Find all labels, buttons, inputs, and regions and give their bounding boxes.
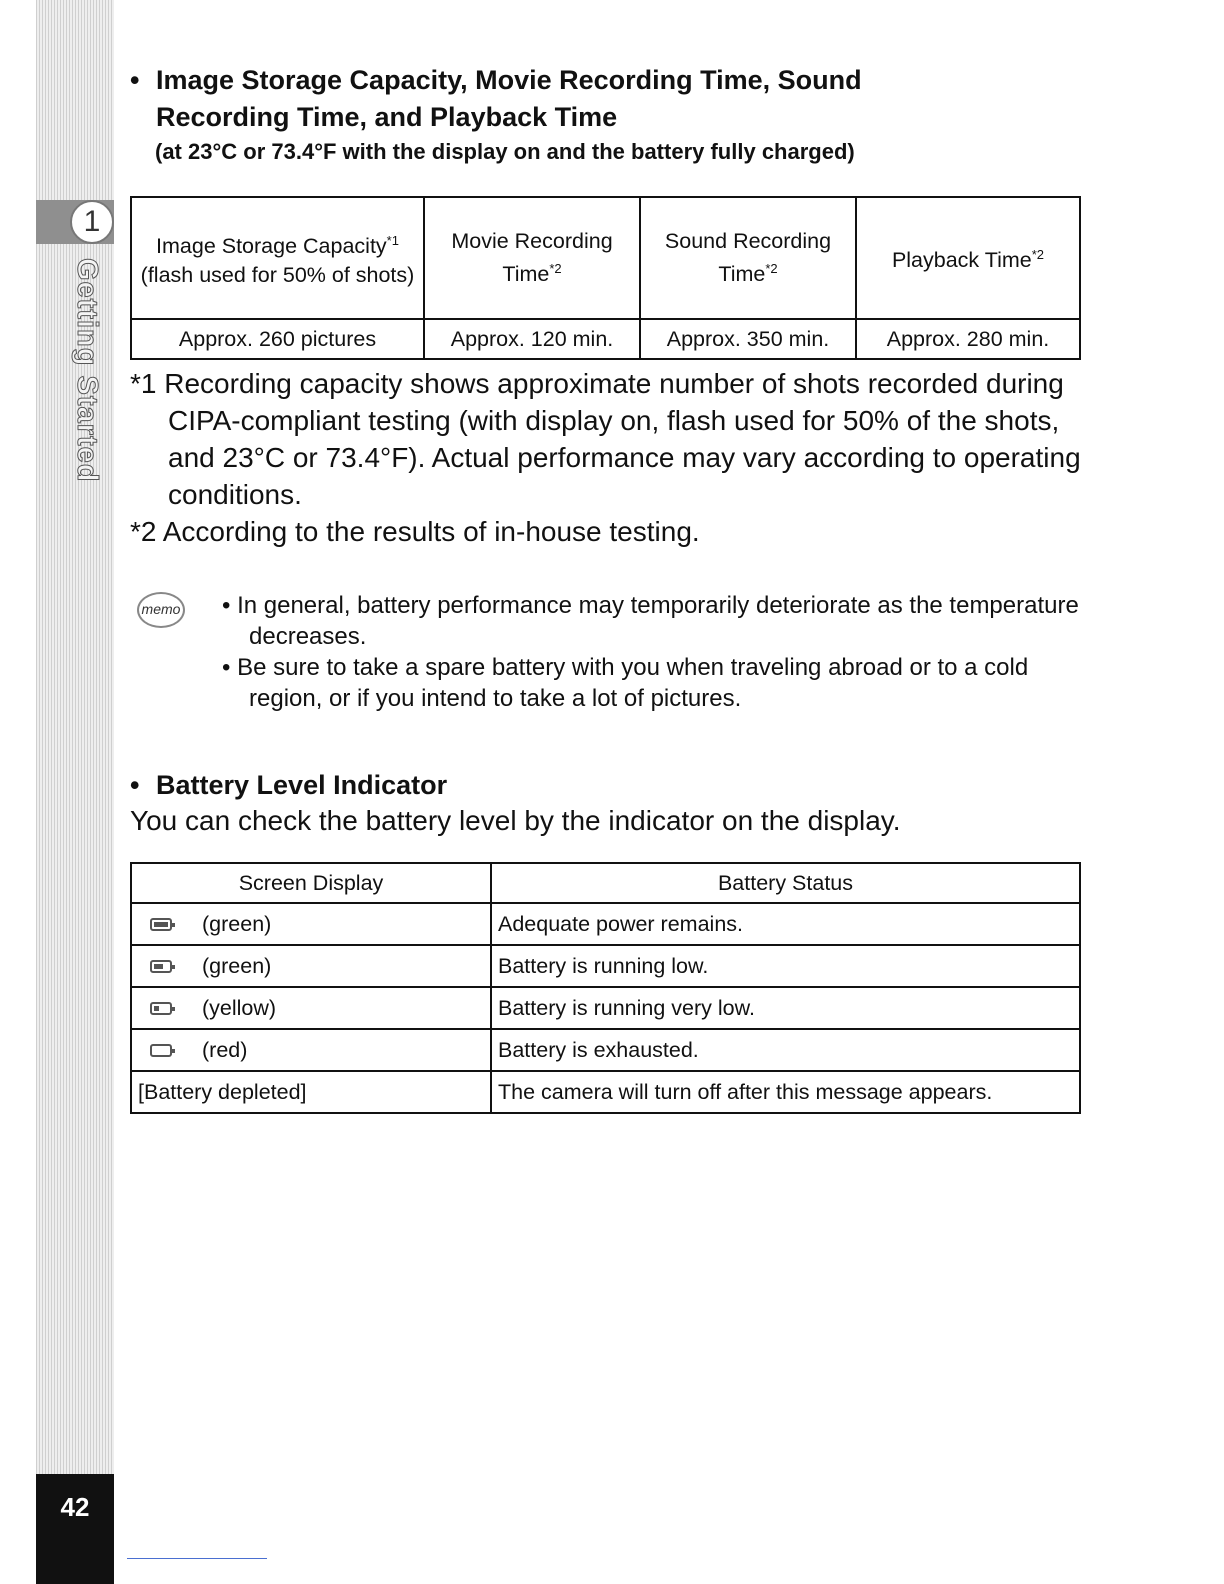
header-cell xyxy=(640,197,856,319)
footnote-ref: *2 xyxy=(765,261,778,277)
table-cell: Battery is running very low. xyxy=(491,987,1080,1029)
header-cell xyxy=(131,197,424,319)
page-number: 42 xyxy=(36,1474,114,1584)
footnote-ref: *2 xyxy=(549,261,562,277)
table-cell: Approx. 260 pictures xyxy=(131,319,424,359)
header-extra: (flash used for 50% of shots) xyxy=(140,262,415,287)
footnote-1: *1 Recording capacity shows approximate number of shots recorded during CIPA-compliant testing (with display on, flash used for 50% of the shots, and 23°C or 73.4°F). Actual performance may vary according to operating conditions. xyxy=(130,368,1081,510)
section-heading-storage: • Image Storage Capacity, Movie Recording Time, Sound xyxy=(130,65,862,95)
header-text: Sound Recording Time xyxy=(664,229,832,287)
table-header-row xyxy=(131,863,1080,903)
header-text: Movie Recording Time xyxy=(451,229,613,287)
chapter-number: 1 xyxy=(70,200,114,244)
memo-text: Be sure to take a spare battery with you when traveling abroad or to a cold region, or if you intend to take a lot of pictures. xyxy=(237,654,1029,712)
table-row xyxy=(131,319,1080,359)
table-row xyxy=(131,1029,1080,1071)
memo-item: • In general, battery performance may temporarily deteriorate as the temperature decreases. xyxy=(222,592,1079,650)
display-label: (green) xyxy=(202,911,272,936)
footer-rule xyxy=(127,1558,267,1559)
table-row xyxy=(131,1071,1080,1113)
header-cell xyxy=(856,197,1080,319)
header-text: Playback Time xyxy=(891,248,1032,273)
heading-line-1: Image Storage Capacity, Movie Recording Time, Sound xyxy=(156,65,862,95)
header-cell xyxy=(424,197,640,319)
battery-table xyxy=(130,862,1081,1114)
memo-text: In general, battery performance may temporarily deteriorate as the temperature decreases. xyxy=(237,592,1079,650)
section-heading-storage-cont: Recording Time, and Playback Time xyxy=(156,102,618,132)
footnotes xyxy=(130,365,1090,550)
table-cell: [Battery depleted] xyxy=(131,1071,491,1113)
table-cell: Battery is running low. xyxy=(491,945,1080,987)
display-label: (yellow) xyxy=(202,995,277,1020)
table-row xyxy=(131,903,1080,945)
table-cell xyxy=(131,1029,491,1071)
footnote-ref: *1 xyxy=(386,233,399,249)
header-text: Image Storage Capacity xyxy=(156,234,387,259)
header-cell: Screen Display xyxy=(131,863,491,903)
table-cell: The camera will turn off after this message appears. xyxy=(491,1071,1080,1113)
table-cell xyxy=(131,903,491,945)
header-cell: Battery Status xyxy=(491,863,1080,903)
memo-icon: memo xyxy=(137,592,185,628)
footnote-ref: *2 xyxy=(1031,247,1045,263)
table-cell: Approx. 120 min. xyxy=(424,319,640,359)
footnote-2: *2 According to the results of in-house testing. xyxy=(130,516,700,547)
memo-list xyxy=(222,590,1092,714)
capacity-table xyxy=(130,196,1081,360)
display-label: (red) xyxy=(202,1037,248,1062)
table-row xyxy=(131,987,1080,1029)
battery-full-icon xyxy=(150,918,172,931)
section-heading-battery: • Battery Level Indicator xyxy=(130,770,448,800)
table-header-row xyxy=(131,197,1080,319)
test-condition: (at 23°C or 73.4°F with the display on and the battery fully charged) xyxy=(155,139,855,164)
table-row xyxy=(131,945,1080,987)
heading-text: Battery Level Indicator xyxy=(156,770,448,800)
table-cell: Approx. 280 min. xyxy=(856,319,1080,359)
table-cell: Approx. 350 min. xyxy=(640,319,856,359)
battery-low-icon xyxy=(150,1002,172,1015)
table-cell xyxy=(131,987,491,1029)
chapter-title: Getting Started xyxy=(71,258,103,483)
battery-two-thirds-icon xyxy=(150,960,172,973)
table-cell: Adequate power remains. xyxy=(491,903,1080,945)
battery-empty-icon xyxy=(150,1044,172,1057)
battery-intro: You can check the battery level by the indicator on the display. xyxy=(130,805,901,836)
table-cell xyxy=(131,945,491,987)
table-cell: Battery is exhausted. xyxy=(491,1029,1080,1071)
display-label: (green) xyxy=(202,953,272,978)
memo-item: • Be sure to take a spare battery with you when traveling abroad or to a cold region, or if you intend to take a lot of pictures. xyxy=(222,654,1029,712)
